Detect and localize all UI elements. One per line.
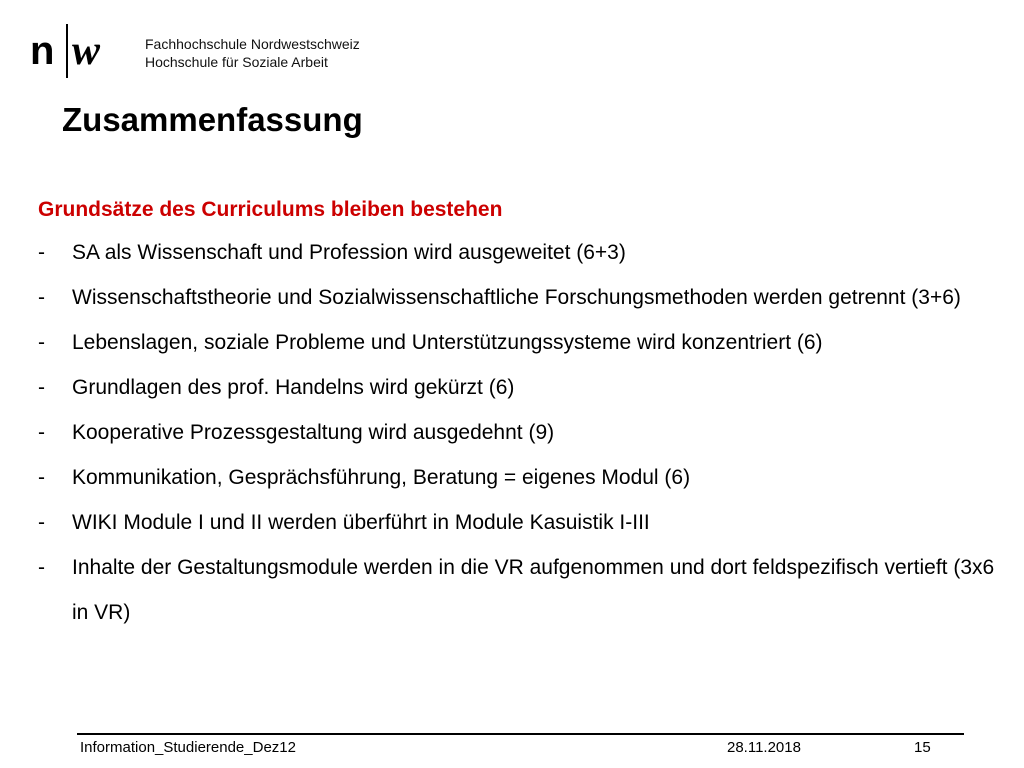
svg-text:n: n	[30, 29, 55, 73]
bullet-text: SA als Wissenschaft und Profession wird ausgeweitet (6+3)	[72, 241, 626, 264]
list-item	[38, 545, 998, 635]
bullet-text: Wissenschaftstheorie und Sozialwissenschaftliche Forschungsmethoden werden getrennt (3+6)	[72, 286, 961, 309]
footer-date: 28.11.2018	[727, 739, 801, 756]
bullet-text: WIKI Module I und II werden überführt in Module Kasuistik I-III	[72, 511, 650, 534]
bullet-text: Grundlagen des prof. Handelns wird gekürzt (6)	[72, 376, 515, 399]
institution-line-2: Hochschule für Soziale Arbeit	[145, 54, 328, 70]
bullet-marker: -	[38, 556, 45, 579]
bullet-marker: -	[38, 241, 45, 264]
institution-line-1: Fachhochschule Nordwestschweiz	[145, 36, 360, 52]
list-item	[38, 500, 998, 545]
footer-label: Information_Studierende_Dez12	[80, 739, 296, 756]
bullet-text: Kommunikation, Gesprächsführung, Beratung = eigenes Modul (6)	[72, 466, 691, 489]
bullet-marker: -	[38, 466, 45, 489]
list-item	[38, 320, 998, 365]
bullet-list	[38, 230, 998, 635]
bullet-text: Inhalte der Gestaltungsmodule werden in die VR aufgenommen und dort feldspezifisch vertieft (3x6 in VR)	[72, 556, 995, 624]
list-item	[38, 410, 998, 455]
list-item	[38, 455, 998, 500]
bullet-marker: -	[38, 421, 45, 444]
bullet-marker: -	[38, 376, 45, 399]
institution-name	[145, 35, 360, 71]
bullet-text: Kooperative Prozessgestaltung wird ausgedehnt (9)	[72, 421, 555, 444]
bullet-text: Lebenslagen, soziale Probleme und Unterstützungssysteme wird konzentriert (6)	[72, 331, 823, 354]
slide-title: Zusammenfassung	[62, 101, 363, 138]
page-number: 15	[914, 739, 931, 756]
list-item	[38, 365, 998, 410]
list-item	[38, 275, 998, 320]
bullet-marker: -	[38, 331, 45, 354]
fhnw-logo	[28, 20, 128, 82]
slide-content	[38, 190, 998, 635]
bullet-marker: -	[38, 511, 45, 534]
svg-text:w: w	[72, 28, 101, 74]
list-item	[38, 230, 998, 275]
section-heading: Grundsätze des Curriculums bleiben bestehen	[38, 198, 503, 221]
footer-divider	[77, 733, 964, 735]
bullet-marker: -	[38, 286, 45, 309]
